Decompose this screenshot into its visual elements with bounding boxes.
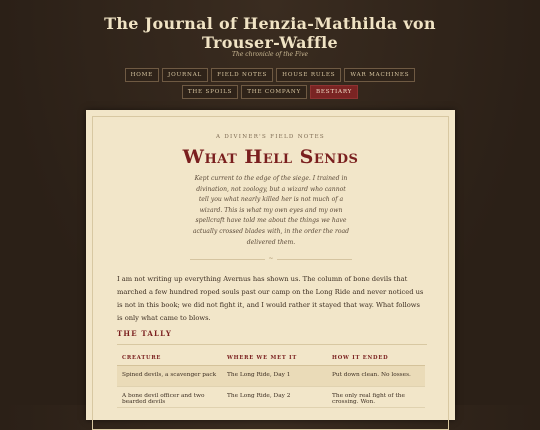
nav-journal[interactable]: JOURNAL	[162, 68, 208, 82]
tally-heading: THE TALLY	[117, 329, 427, 345]
nav-the-company[interactable]: THE COMPANY	[241, 85, 307, 99]
table-row	[117, 387, 425, 408]
cell-how-ended: The only real fight of the crossing. Won.	[327, 387, 425, 408]
nav-the-spoils[interactable]: THE SPOILS	[182, 85, 238, 99]
tally-table	[117, 351, 425, 408]
cell-creature: Spined devils, a scavenger pack	[117, 366, 222, 387]
col-where-met: WHERE WE MET IT	[222, 351, 327, 366]
nav-house-rules[interactable]: HOUSE RULES	[276, 68, 341, 82]
col-how-ended: HOW IT ENDED	[327, 351, 425, 366]
table-row	[117, 366, 425, 387]
site-tagline: The chronicle of the Five	[231, 51, 309, 58]
cell-creature: A bone devil officer and two bearded devils	[117, 387, 222, 408]
article-intro: Kept current to the edge of the siege. I trained in divination, not zoology, but a wizard who cannot tell you what nearly killed her is not much of a wizard. This is what my own eyes and my own spellcraft have told me about the things we have actually crossed blades with, in the order the road delivered them.	[192, 175, 350, 246]
nav-home[interactable]: HOME	[125, 68, 159, 82]
nav-field-notes[interactable]: FIELD NOTES	[211, 68, 273, 82]
site-title-line2: Trouser-Waffle	[201, 33, 339, 52]
article-body: I am not writing up everything Avernus has shown us. The column of bone devils that marched a few hundred roped souls past our camp on the Long Ride and never noticed us is not in this book; we did not fight it, and I would rather it stayed that way. What follows is only what came to blows.	[117, 275, 424, 322]
article-kicker: A DIVINER'S FIELD NOTES	[216, 134, 325, 140]
cell-where-met: The Long Ride, Day 1	[222, 366, 327, 387]
nav-war-machines[interactable]: WAR MACHINES	[344, 68, 415, 82]
site-title[interactable]	[0, 14, 540, 52]
tally-header-row	[117, 351, 425, 366]
divider-flourish-icon: ~	[265, 255, 277, 263]
article-headline: What Hell Sends	[182, 146, 359, 168]
nav-bestiary[interactable]: BESTIARY	[310, 85, 358, 99]
main-nav	[0, 68, 540, 99]
cell-how-ended: Put down clean. No losses.	[327, 366, 425, 387]
site-title-line1: The Journal of Henzia-Mathilda von	[104, 14, 436, 33]
col-creature: CREATURE	[117, 351, 222, 366]
article-card	[86, 110, 455, 420]
cell-where-met: The Long Ride, Day 2	[222, 387, 327, 408]
